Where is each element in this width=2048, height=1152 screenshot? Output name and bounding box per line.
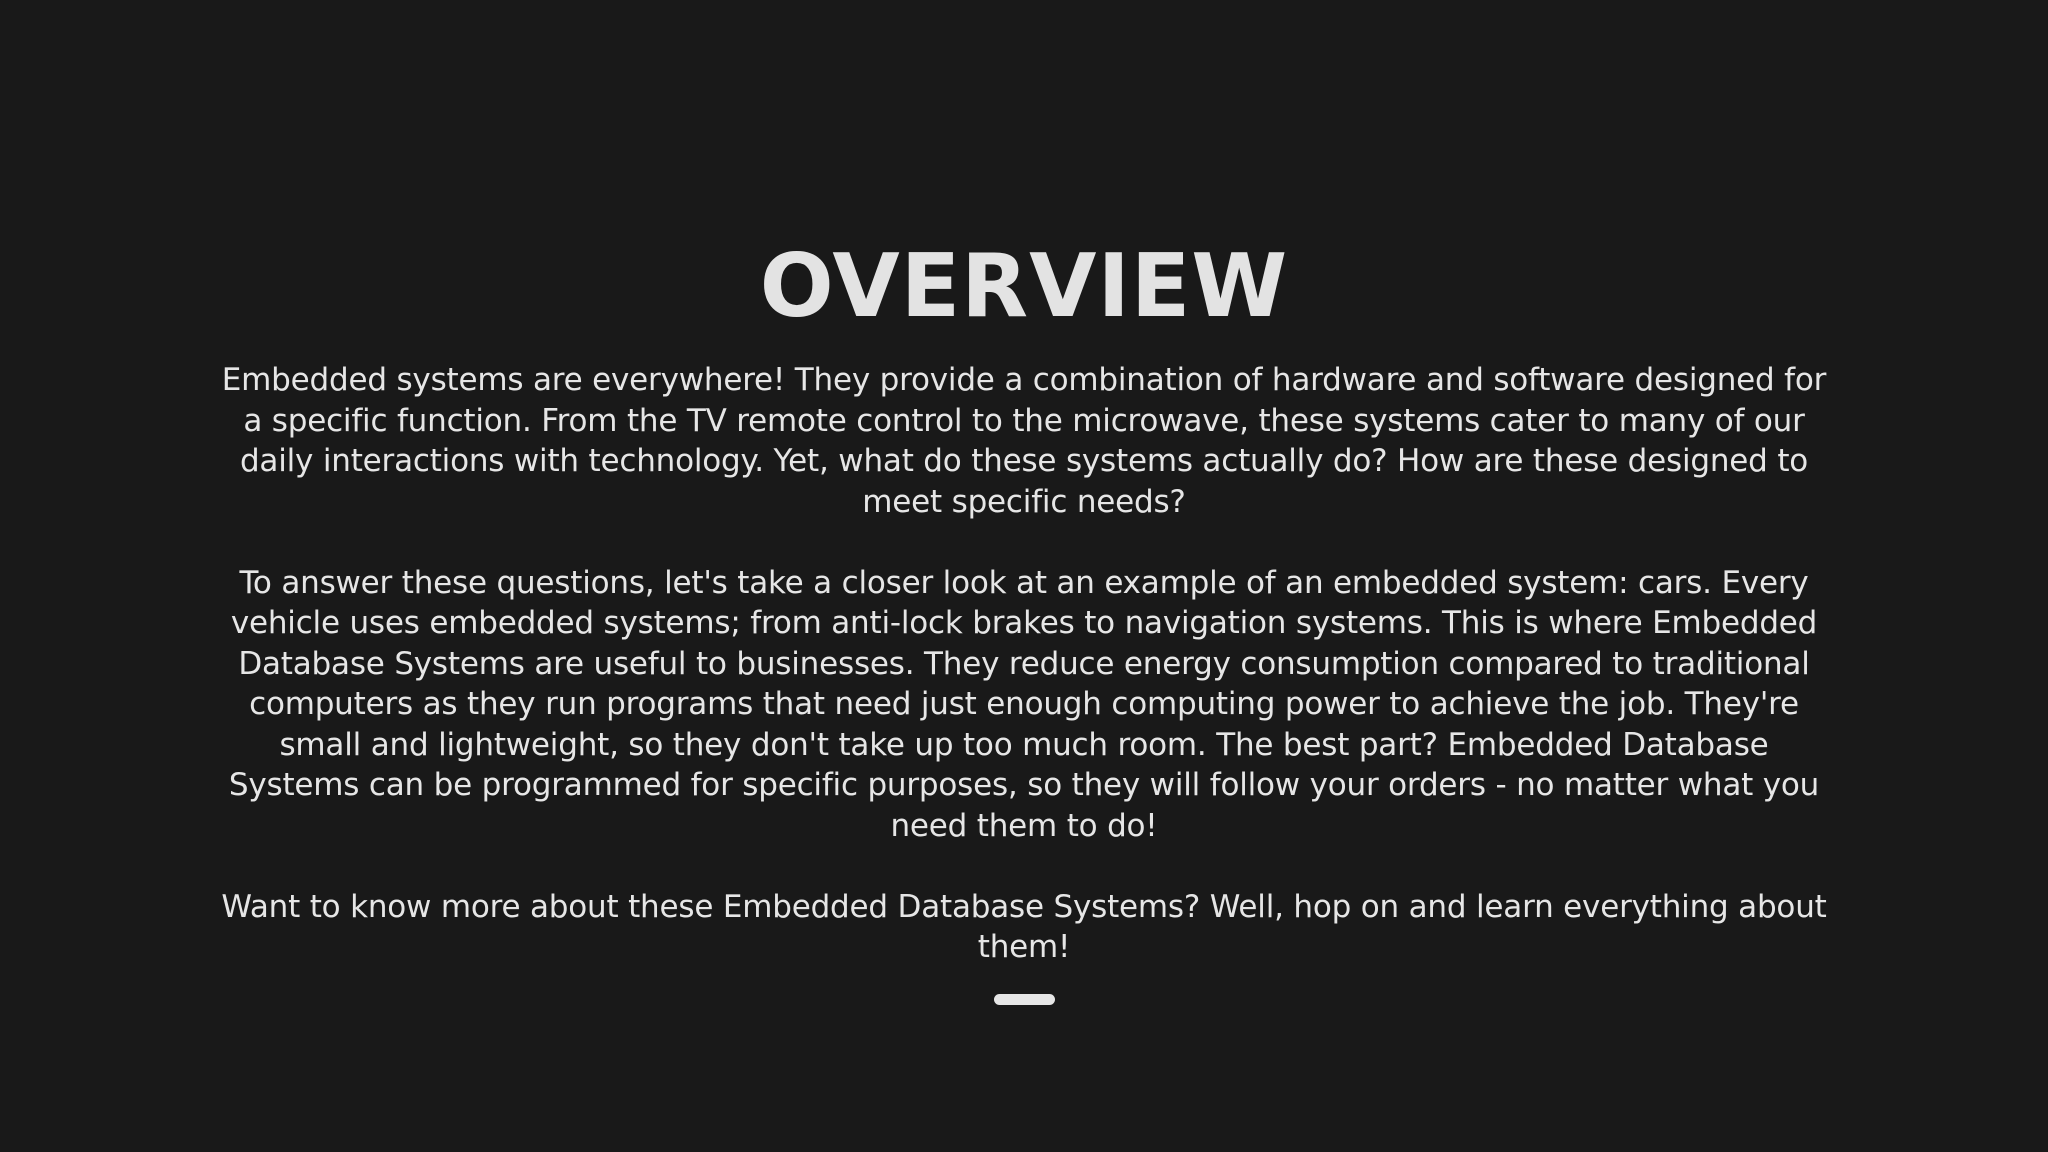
- slide-body: [214, 360, 1834, 1008]
- divider-bar: [994, 994, 1055, 1005]
- paragraph-intro: Embedded systems are everywhere! They provide a combination of hardware and software designed for a specific function. From the TV remote control to the microwave, these systems cater to many of our daily interactions with technology. Yet, what do these systems actually do? How are these designed to meet specific needs?: [221, 362, 1827, 520]
- paragraph-call-to-action: Want to know more about these Embedded Database Systems? Well, hop on and learn everything about them!: [221, 888, 1827, 965]
- paragraph-cars-example: To answer these questions, let's take a closer look at an example of an embedded system: cars. Every vehicle uses embedded systems; from anti-lock brakes to navigation systems. This is where Embedded Database Systems are useful to businesses. They reduce energy consumption compared to traditional computers as they run programs that need just enough computing power to achieve the job. They're small and lightweight, so they don't take up too much room. The best part? Embedded Database Systems can be programmed for specific purposes, so they will follow your orders - no matter what you need them to do!: [228, 564, 1820, 844]
- slide-title: OVERVIEW: [759, 235, 1289, 337]
